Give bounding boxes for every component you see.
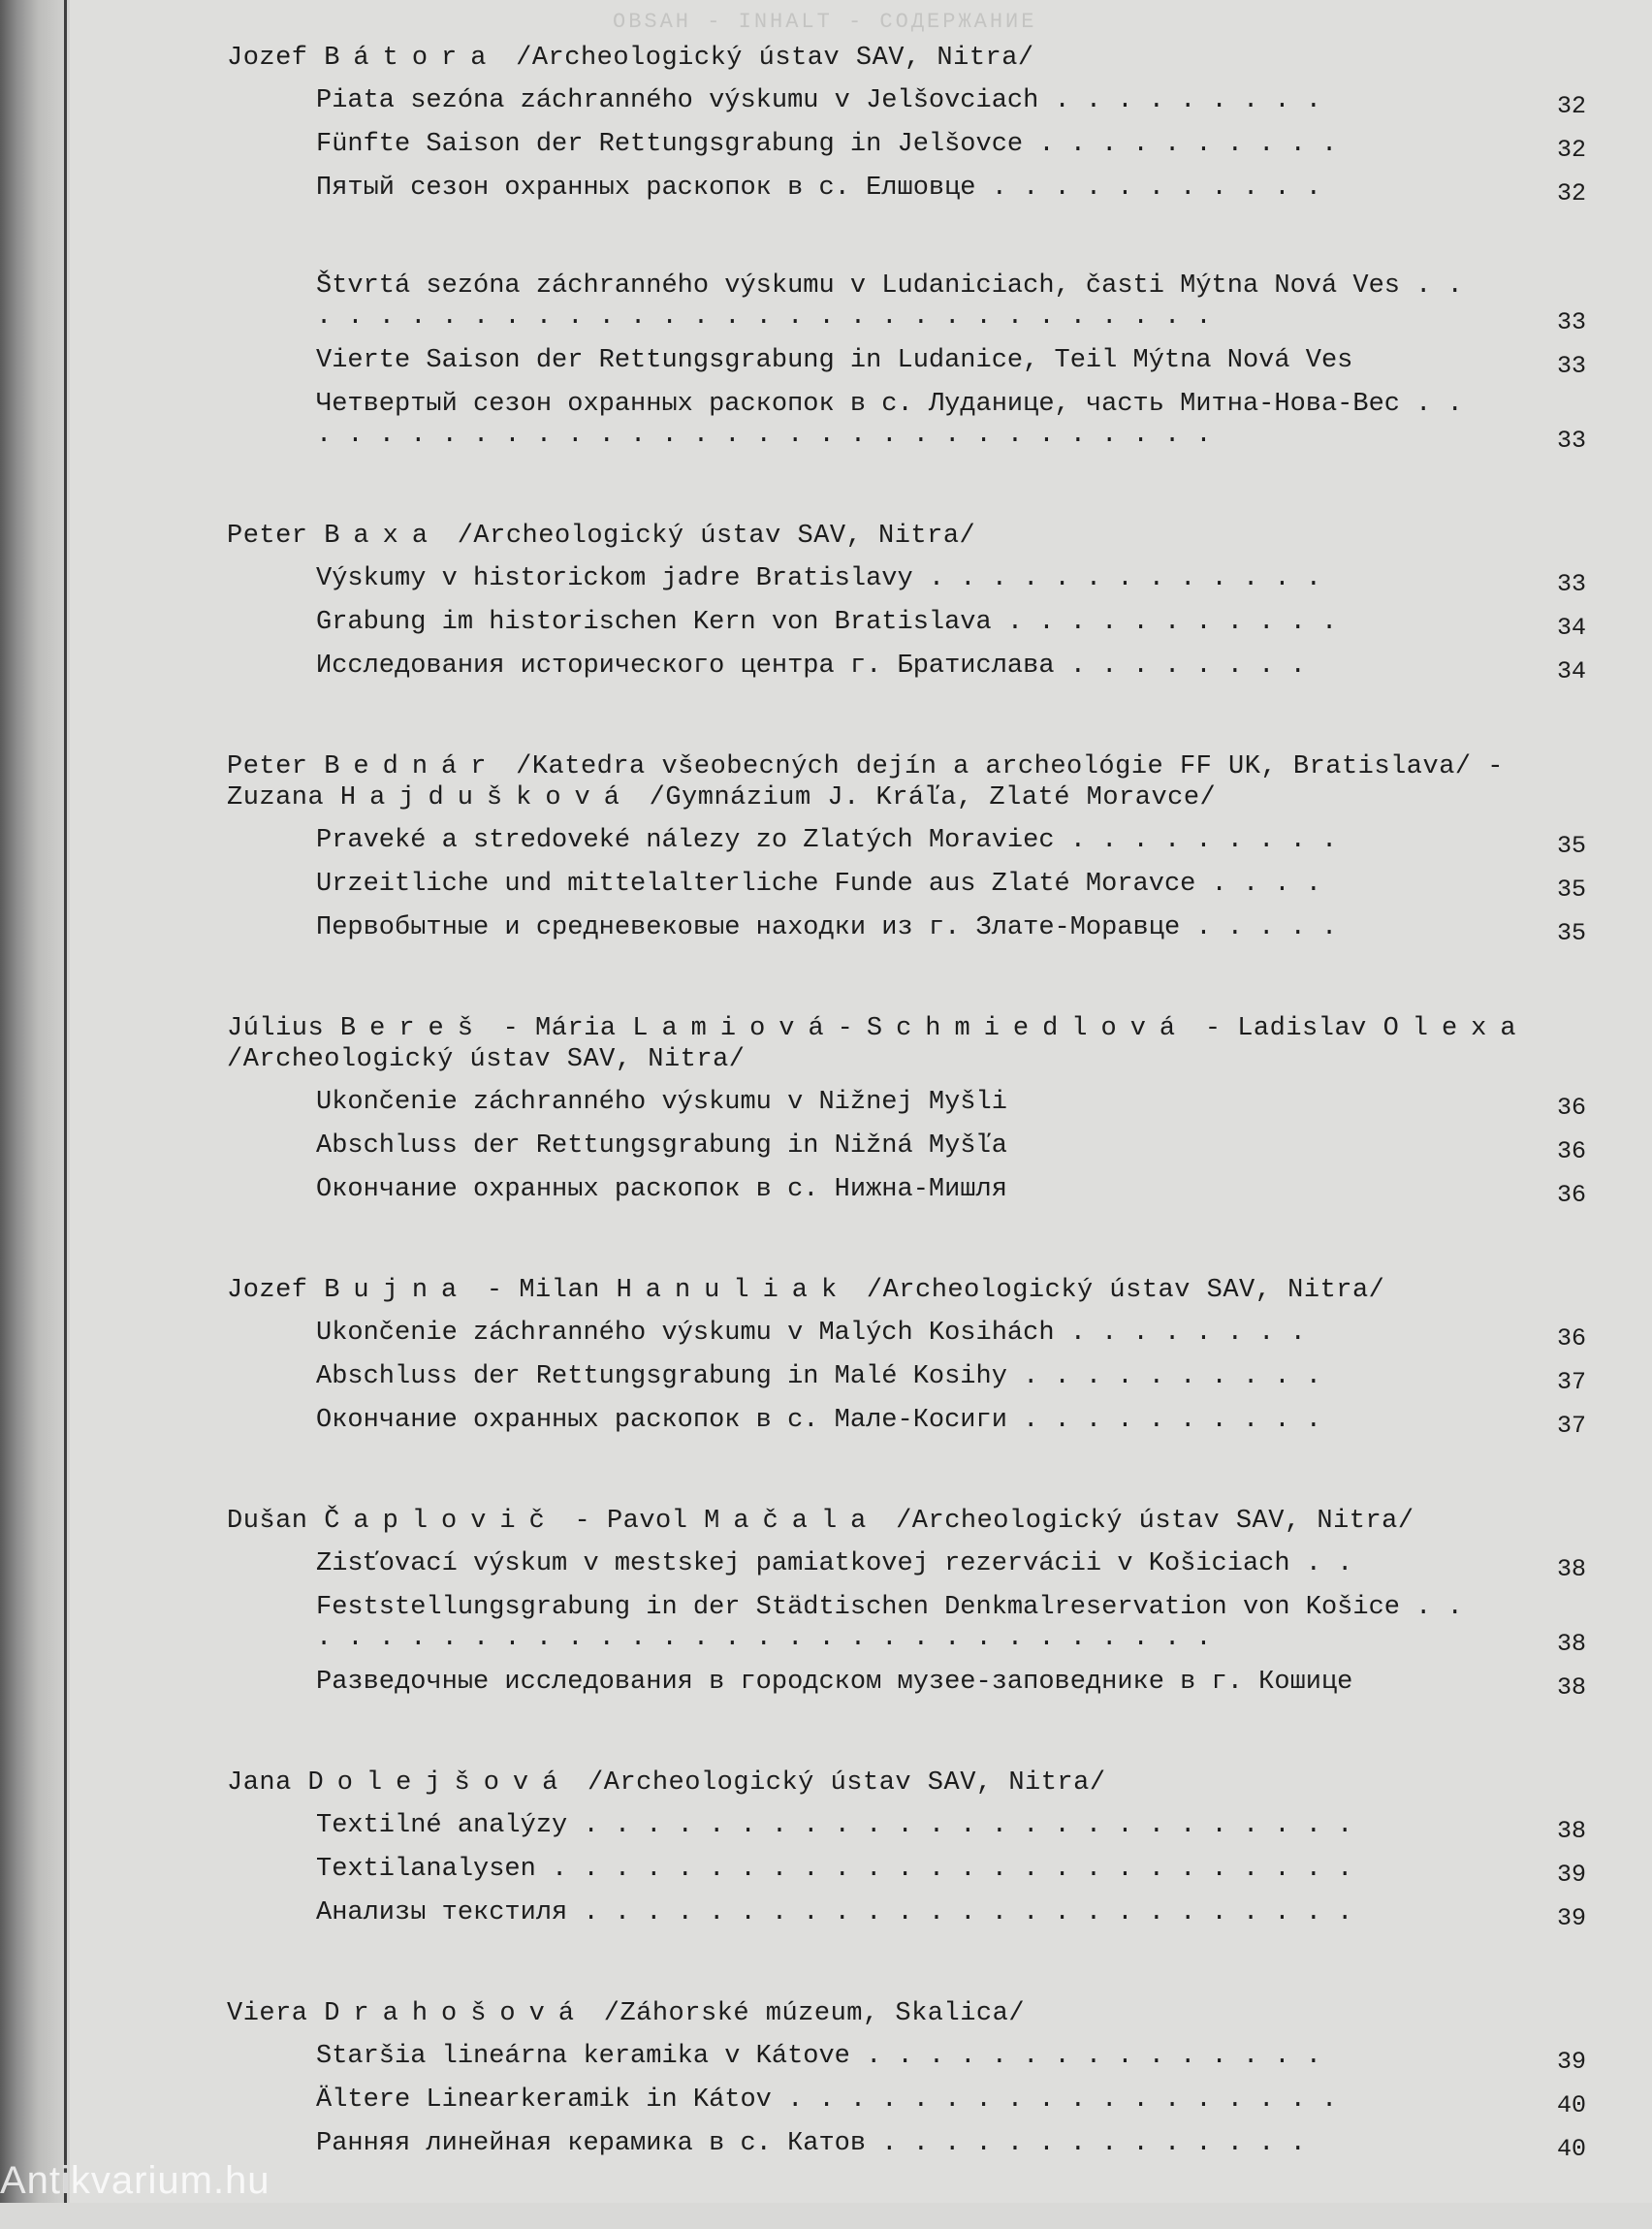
author-text: Peter [227,522,325,551]
page-number: 39 [1556,1861,1586,1889]
author-line [227,43,1604,74]
book-gutter-line [64,0,67,2203]
page-number: 37 [1556,1368,1586,1396]
article-title: Staršia lineárna keramika v Kátove . . . . . . . . . . . . . . . [316,2042,1321,2071]
article-row [316,1361,1604,1396]
article-title: Ältere Linearkeramik in Kátov . . . . . . . . . . . . . . . . . . [316,2086,1338,2115]
article-row [316,1548,1604,1583]
author-text: Jozef [227,1276,325,1305]
author-surname: Čaplovič [324,1507,558,1536]
article-list [227,2041,1604,2163]
article-title: Abschluss der Rettungsgrabung in Nižná Myšľa [316,1131,1007,1161]
article-title: Четвертый сезон охранных раскопок в с. Луданице, часть Митна-Нова-Вес . . . . . . . . . . . . . . . . . . . . . . . . . . . . . . . [316,390,1463,450]
bleed-through-header: OBSAH - INHALT - СОДЕРЖАНИЕ [613,10,1037,34]
article-row [316,1087,1604,1122]
article-list [227,1548,1604,1702]
article-title: Первобытные и средневековые находки из г. Злате-Моравце . . . . . [316,913,1338,942]
article-row [316,2041,1604,2076]
author-surname: Lamiová-Schmiedlová [632,1014,1190,1043]
author-line [227,1275,1604,1306]
article-title: Ранняя линейная керамика в с. Катов . . . . . . . . . . . . . . [316,2129,1306,2158]
article-row [316,825,1604,860]
author-text: Viera [227,1999,325,2028]
page-number: 33 [1556,352,1586,380]
page-number: 36 [1556,1324,1586,1353]
page-number: 32 [1556,179,1586,207]
watermark-text: Antikvarium.hu [0,2159,270,2202]
author-surname: Hajdušková [339,783,633,812]
article-title: Разведочные исследования в городском музее-заповеднике в г. Кошице [316,1668,1353,1697]
article-row [316,1897,1604,1932]
page-number: 38 [1556,1673,1586,1702]
author-surname: Olexa [1382,1014,1530,1043]
table-of-contents [227,43,1604,2229]
author-text: - Milan [470,1276,617,1305]
author-surname: Bujna [324,1276,471,1305]
article-title: Grabung im historischen Kern von Bratislava . . . . . . . . . . . [316,608,1338,637]
article-list [227,1318,1604,1440]
author-text: /Archeologický ústav SAV, Nitra/ [850,1276,1385,1305]
article-title: Textilanalysen . . . . . . . . . . . . . . . . . . . . . . . . . . [316,1855,1353,1884]
toc-entry [227,1013,1604,1209]
article-row [316,869,1604,904]
article-row [316,1667,1604,1702]
author-text: Július [227,1014,340,1043]
article-title: Vierte Saison der Rettungsgrabung in Ludanice, Teil Mýtna Nová Ves [316,346,1353,375]
author-text: /Archeologický ústav SAV, Nitra/ [499,44,1034,73]
article-title: Piata sezóna záchranného výskumu v Jelšovciach . . . . . . . . . [316,86,1321,115]
toc-entry [227,751,1604,947]
author-line [227,1506,1604,1537]
article-list [227,825,1604,947]
page-number: 38 [1556,1555,1586,1583]
page-number: 36 [1556,1094,1586,1122]
article-row [316,1592,1604,1658]
page-number: 37 [1556,1412,1586,1440]
article-row [316,607,1604,642]
article-row [316,1174,1604,1209]
article-title: Fünfte Saison der Rettungsgrabung in Jelšovce . . . . . . . . . . [316,130,1338,159]
author-text: Peter [227,752,325,781]
author-surname: Drahošová [324,1999,588,2028]
author-text: - Ladislav [1189,1014,1383,1043]
article-title: Feststellungsgrabung in der Städtischen Denkmalreservation von Košice . . . . . . . . . . . . . . . . . . . . . . . . . . . . . . . [316,1593,1463,1653]
author-text: /Záhorské múzeum, Skalica/ [588,1999,1026,2028]
article-row [316,85,1604,120]
article-row [316,271,1604,336]
article-row [316,912,1604,947]
article-list [227,85,1604,207]
article-row [316,2085,1604,2119]
author-text: Dušan [227,1507,325,1536]
article-list [227,563,1604,685]
article-row [316,1810,1604,1845]
article-title: Štvrtá sezóna záchranného výskumu v Ludaniciach, časti Mýtna Nová Ves . . . . . . . . . . . . . . . . . . . . . . . . . . . . . . . [316,271,1463,332]
page-number: 32 [1556,92,1586,120]
author-surname: Bereš [339,1014,487,1043]
article-row [316,129,1604,164]
article-title: Ukončenie záchranného výskumu v Nižnej Myšli [316,1088,1007,1117]
page-number: 33 [1556,570,1586,598]
article-title: Окончание охранных раскопок в с. Мале-Косиги . . . . . . . . . . [316,1406,1321,1435]
article-row [316,345,1604,380]
article-title: Urzeitliche und mittelalterliche Funde aus Zlaté Moravce . . . . [316,870,1321,899]
toc-entry [227,43,1604,455]
page-number: 36 [1556,1137,1586,1165]
article-row [316,2128,1604,2163]
article-title: Textilné analýzy . . . . . . . . . . . . . . . . . . . . . . . . . [316,1811,1353,1840]
article-row [316,1130,1604,1165]
author-text: - Mária [486,1014,633,1043]
author-text: /Gymnázium J. Kráľa, Zlaté Moravce/ [632,783,1217,812]
article-row [316,651,1604,685]
article-title: Praveké a stredoveké nálezy zo Zlatých Moraviec . . . . . . . . . [316,826,1338,855]
author-text: /Archeologický ústav SAV, Nitra/ [879,1507,1414,1536]
article-row [316,173,1604,207]
page-number: 33 [1556,427,1586,455]
author-line [227,1013,1604,1075]
author-text: /Archeologický ústav SAV, Nitra/ [571,1768,1106,1798]
author-text: Jozef [227,44,325,73]
page-number: 39 [1556,1904,1586,1932]
page-number: 40 [1556,2135,1586,2163]
page-number: 34 [1556,657,1586,685]
page-number: 32 [1556,136,1586,164]
author-surname: Bednár [324,752,500,781]
author-line [227,751,1604,813]
author-line [227,1767,1604,1799]
article-title: Исследования исторического центра г. Братислава . . . . . . . . [316,652,1306,681]
author-text: /Archeologický ústav SAV, Nitra/ [441,522,976,551]
author-text: - Pavol [557,1507,705,1536]
author-text: /Archeologický ústav SAV, Nitra/ [227,1014,1546,1074]
page-number: 35 [1556,876,1586,904]
page-number: 39 [1556,2048,1586,2076]
article-title: Ukončenie záchranného výskumu v Malých Kosihách . . . . . . . . [316,1319,1306,1348]
article-row [316,1318,1604,1353]
article-title: Анализы текстиля . . . . . . . . . . . . . . . . . . . . . . . . . [316,1898,1353,1927]
page-number: 38 [1556,1817,1586,1845]
article-list [227,1087,1604,1209]
article-row [316,1405,1604,1440]
group-spacer [227,216,1604,271]
page-number: 38 [1556,1630,1586,1658]
page-number: 36 [1556,1181,1586,1209]
toc-entry [227,521,1604,685]
book-spine-shadow [0,0,70,2203]
author-line [227,521,1604,552]
toc-entry [227,1275,1604,1440]
article-title: Abschluss der Rettungsgrabung in Malé Kosihy . . . . . . . . . . [316,1362,1321,1391]
author-surname: Bátora [324,44,500,73]
toc-entry [227,1998,1604,2163]
article-row [316,1854,1604,1889]
page-number: 40 [1556,2091,1586,2119]
page-number: 33 [1556,308,1586,336]
article-title: Окончание охранных раскопок в с. Нижна-Мишля [316,1175,1007,1204]
article-row [316,563,1604,598]
page-number: 34 [1556,614,1586,642]
author-surname: Baxa [324,522,442,551]
author-surname: Mačala [704,1507,880,1536]
author-text: /Katedra všeobecných dejín a archeológie FF UK, Bratislava/ - Zuzana [227,752,1520,812]
toc-entry [227,1767,1604,1932]
page-number: 35 [1556,919,1586,947]
article-title: Zisťovací výskum v mestskej pamiatkovej rezervácii v Košiciach . . [316,1549,1353,1578]
toc-entry [227,1506,1604,1702]
author-surname: Dolejšová [307,1768,572,1798]
article-row [316,389,1604,455]
page-number: 35 [1556,832,1586,860]
article-list [227,1810,1604,1932]
article-title: Výskumy v historickom jadre Bratislavy . . . . . . . . . . . . . [316,564,1321,593]
author-text: Jana [227,1768,308,1798]
author-line [227,1998,1604,2029]
author-surname: Hanuliak [616,1276,851,1305]
article-list [227,271,1604,455]
article-title: Пятый сезон охранных раскопок в с. Елшовце . . . . . . . . . . . [316,174,1321,203]
